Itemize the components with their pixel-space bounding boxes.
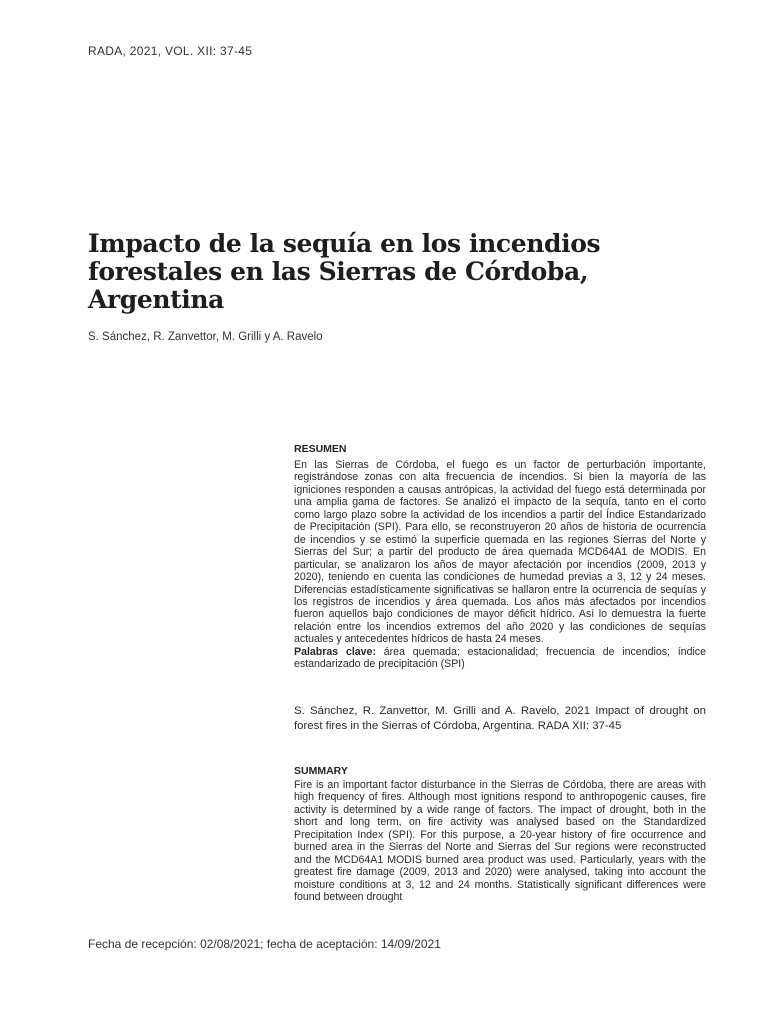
- keywords-label: Palabras clave:: [294, 645, 376, 658]
- citation-text: S. Sánchez, R. Zanvettor, M. Grilli and A. Ravelo, 2021 Impact of drought on forest fires in the Sierras of Córdoba, Argentina. RADA XII: 37-45: [294, 705, 706, 732]
- summary-body: Fire is an important factor disturbance in the Sierras de Córdoba, there are areas with high frequency of fires. Although most ignitions respond to anthropogenic causes, fire activity is determined by a wide range of factors. The impact of drought, both in the short and long term, on fire activity was analysed based on the Standardized Precipitation Index (SPI). For this purpose, a 20-year history of fire occurrence and burned area in the Sierras del Norte and Sierras del Sur regions were reconstructed and the MCD64A1 MODIS burned area product was used. Particularly, years with the greatest fire damage (2009, 2013 and 2020) were analysed, taking into account the moisture conditions at 3, 12 and 24 months. Statistically significant differences were found between drought: [294, 779, 706, 904]
- resumen-heading: RESUMEN: [294, 443, 347, 455]
- journal-header: RADA, 2021, VOL. XII: 37-45: [88, 44, 253, 58]
- resumen-body: En las Sierras de Córdoba, el fuego es un factor de perturbación importante, registrándose zonas con alta frecuencia de incendios. Si bien la mayoría de las igniciones responden a causas antrópicas, la actividad del fuego está determinada por una amplia gama de factores. Se analizó el impacto de la sequía, tanto en el corto como largo plazo sobre la actividad de los incendios a partir del Índice Estandarizado de Precipitación (SPI). Para ello, se reconstruyeron 20 años de historia de ocurrencia de incendios y se estimó la superficie quemada en las regiones Sierras del Norte y Sierras del Sur; a partir del producto de área quemada MCD64A1 de MODIS. En particular, se analizaron los años de mayor afectación por incendios (2009, 2013 y 2020), teniendo en cuenta las condiciones de humedad previas a 3, 12 y 24 meses. Diferencias estadísticamente significativas se hallaron entre la ocurrencia de sequías y los registros de incendios y área quemada. Los años más afectados por incendios fueron aquellos bajo condiciones de mayor déficit hídrico. Así lo demuestra la fuerte relación entre los incendios extremos del año 2020 y las condiciones de sequías actuales y antecedentes hídricos de hasta 24 meses.: [294, 459, 706, 646]
- article-title: Impacto de la sequía en los incendios forestales en las Sierras de Córdoba, Argentina: [88, 229, 601, 314]
- resumen-section: [294, 443, 706, 671]
- summary-heading: SUMMARY: [294, 765, 348, 777]
- article-authors: S. Sánchez, R. Zanvettor, M. Grilli y A. Ravelo: [88, 331, 323, 343]
- keywords-paragraph: [294, 646, 706, 671]
- keywords-text: área quemada; estacionalidad; frecuencia de incendios; índice estandarizado de precipitación (SPI): [294, 645, 706, 671]
- citation-block: [294, 704, 706, 734]
- reception-dates: Fecha de recepción: 02/08/2021; fecha de aceptación: 14/09/2021: [88, 937, 441, 951]
- summary-heading-block: [294, 765, 706, 777]
- summary-section: [294, 779, 706, 904]
